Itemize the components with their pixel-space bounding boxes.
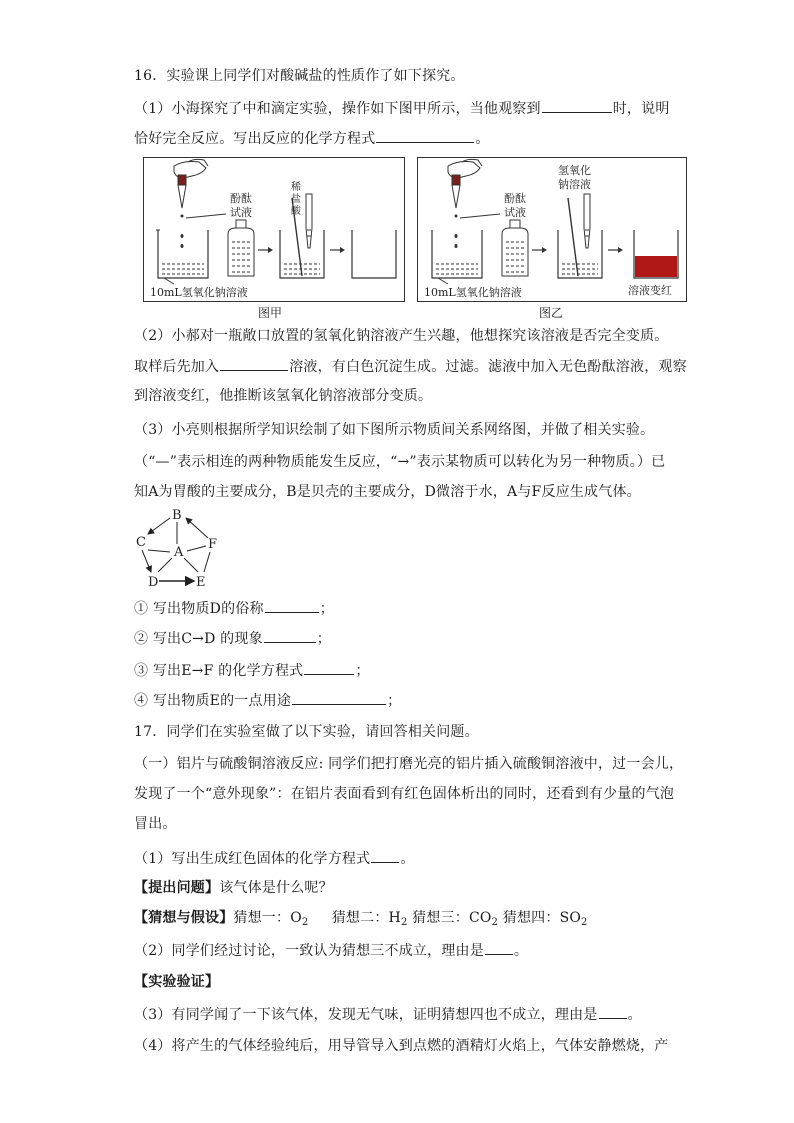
q17-q1: （1）写出生成红色固体的化学方程式 。 <box>134 848 415 869</box>
beaker-3 <box>352 230 396 278</box>
figure-jia-drawing <box>144 158 404 301</box>
edge-f-e <box>204 552 210 572</box>
q16-p1-text-d: 。 <box>475 131 490 147</box>
edge-a-e <box>184 558 198 572</box>
label-naoh-solution: 10mL氢氧化钠溶液 <box>150 286 248 299</box>
q16-stem: 16．实验课上同学们对酸碱盐的性质作了如下探究。 <box>134 68 465 84</box>
q16-p2-text-c: 溶液，有白色沉淀生成。过滤。滤液中加入无色酚酞溶液，观察 <box>289 359 687 375</box>
label-phenol-2: 试液 <box>504 206 526 219</box>
edge-c-a <box>148 550 170 552</box>
dropper-bulb-icon <box>452 175 460 185</box>
q17-q3: （3）有同学闻了一下该气体，发现无气味，证明猜想四也不成立，理由是 。 <box>134 1004 642 1025</box>
figure-yi-caption: 图乙 <box>539 306 564 320</box>
node-f: F <box>208 537 218 552</box>
q17-yanzheng-tag: 【实验验证】 <box>134 974 220 990</box>
q16-part3-line2: （“—”表示相连的两种物质能发生反应，“→”表示某物质可以转化为另一种物质。）已 <box>134 454 666 470</box>
q16-p1-text-b: 时，说明 <box>612 101 670 117</box>
label-phenol-1: 酚酞 <box>504 192 526 205</box>
answer-blank-3[interactable] <box>220 356 288 371</box>
answer-blank-7[interactable] <box>292 690 386 705</box>
q16-part2-line2 <box>134 356 687 377</box>
answer-blank-2[interactable] <box>376 128 474 143</box>
answer-blank-6[interactable] <box>304 660 354 675</box>
q17-tiwen: 【提出问题】该气体是什么呢？ <box>134 880 333 896</box>
q17-guesses: 【猜想与假设】猜想一：$O_2$ 猜想二：$H_2$ 猜想三：$CO_2$ 猜想四：$SO_2$ <box>134 910 588 928</box>
answer-blank-1[interactable] <box>542 98 612 113</box>
arrow-right-icon <box>268 247 273 253</box>
label-naoh-solution: 10mL氢氧化钠溶液 <box>424 286 522 299</box>
sub-item-4: ④ 写出物质E的一点用途 ； <box>134 690 401 711</box>
q16-p1-text-c: 恰好完全反应。写出反应的化学方程式 <box>134 131 376 147</box>
q17-part1-line3: 冒出。 <box>134 816 177 832</box>
figure-yi-drawing <box>418 158 686 301</box>
dropper-bulb-icon <box>178 175 186 185</box>
q16-p2-text-b: 取样后先加入 <box>134 359 220 375</box>
q16-part2-line3: 到溶液变红，他推断该氢氧化钠溶液部分变质。 <box>134 388 433 404</box>
pipette <box>306 194 312 248</box>
section-tag-caixiang: 【猜想与假设】 <box>134 910 234 926</box>
edge-c-d <box>142 550 151 572</box>
node-d: D <box>148 575 159 590</box>
answer-blank-9[interactable] <box>485 940 513 955</box>
figure-yi <box>417 157 687 302</box>
answer-blank-10[interactable] <box>599 1004 627 1019</box>
q16-part2-line1: （2）小郝对一瓶敞口放置的氢氧化钠溶液产生兴趣，他想探究该溶液是否完全变质。 <box>134 328 669 344</box>
answer-blank-5[interactable] <box>264 628 316 643</box>
pipette <box>584 194 590 248</box>
answer-blank-8[interactable] <box>371 848 399 863</box>
q17-q2: （2）同学们经过讨论，一致认为猜想三不成立，理由是 。 <box>134 940 528 961</box>
edge-a-f <box>187 546 206 551</box>
figure-jia-caption: 图甲 <box>258 306 283 320</box>
label-phenol-2: 试液 <box>230 206 252 219</box>
label-base-1: 氢氧化 <box>558 164 591 177</box>
q16-part3-line1: （3）小亮则根据所学知识绘制了如下图所示物质间关系网络图，并做了相关实验。 <box>134 422 655 438</box>
q16-p1-text: （1）小海探究了中和滴定实验，操作如下图甲所示，当他观察到 <box>134 101 541 117</box>
relation-network-diagram <box>134 508 234 596</box>
label-red-solution: 溶液变红 <box>628 284 672 297</box>
answer-blank-4[interactable] <box>265 598 319 613</box>
guess-2: 猜想二：H <box>331 910 401 926</box>
q17-part1-line1: （一）铝片与硫酸铜溶液反应: 同学们把打磨光亮的铝片插入硫酸铜溶液中，过一会儿， <box>134 756 684 772</box>
node-a: A <box>174 545 184 560</box>
node-e: E <box>196 575 206 590</box>
edge-d-a <box>158 558 172 572</box>
arrow-right-icon <box>618 247 623 253</box>
label-base-2: 钠溶液 <box>558 178 591 191</box>
label-acid-1: 稀 <box>291 182 301 193</box>
q16-part3-line3: 知A为胃酸的主要成分，B是贝壳的主要成分，D微溶于水，A与F反应生成气体。 <box>134 484 641 500</box>
label-acid-3: 酸 <box>291 206 301 217</box>
node-b: B <box>172 508 182 523</box>
beaker-2 <box>558 230 602 278</box>
sub-item-3: ③ 写出E→F 的化学方程式 ； <box>134 660 370 681</box>
sub-item-2: ② 写出C→D 的现象 ； <box>134 628 331 649</box>
edge-f-b <box>186 518 208 538</box>
node-c: C <box>136 535 146 550</box>
arrow-right-icon <box>542 247 547 253</box>
section-tag-tiwen: 【提出问题】 <box>134 880 220 896</box>
guess-3: 猜想三：CO <box>412 910 492 926</box>
red-solution <box>635 256 677 277</box>
q17-stem: 17．同学们在实验室做了以下实验，请回答相关问题。 <box>134 724 479 740</box>
sub-item-1: ① 写出物质D的俗称 ； <box>134 598 334 619</box>
bottle-icon <box>502 228 528 276</box>
guess-4: 猜想四：SO <box>502 910 582 926</box>
label-acid-2: 盐 <box>291 194 301 205</box>
q16-part1-line2 <box>134 128 490 149</box>
guess-1: 猜想一：O <box>233 910 302 926</box>
figure-jia <box>143 157 405 302</box>
edge-b-c <box>148 518 170 534</box>
bottle-icon <box>228 228 254 276</box>
arrow-right-icon <box>340 247 345 253</box>
q16-part1-line1 <box>134 98 670 119</box>
label-phenol-1: 酚酞 <box>230 192 252 205</box>
q17-q4: （4）将产生的气体经验纯后，用导管导入到点燃的酒精灯火焰上，气体安静燃烧，产 <box>134 1038 669 1054</box>
q17-part1-line2: 发现了一个“意外现象”：在铝片表面看到有红色固体析出的同时，还看到有少量的气泡 <box>134 786 675 802</box>
